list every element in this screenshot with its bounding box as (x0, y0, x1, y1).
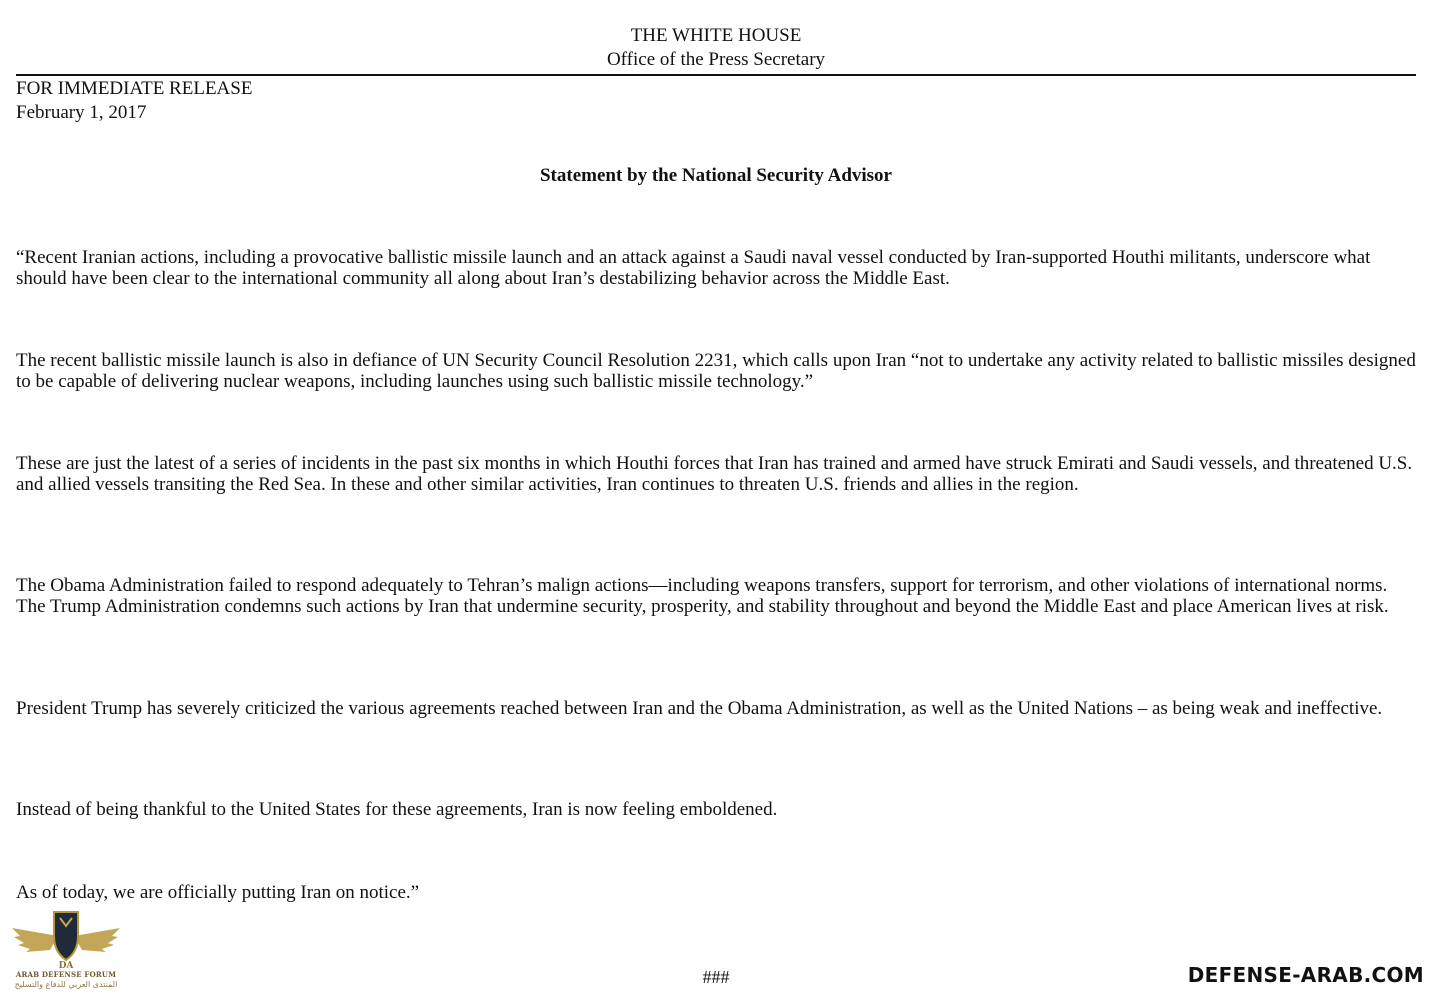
end-mark: ### (702, 967, 730, 987)
release-label: FOR IMMEDIATE RELEASE (16, 78, 253, 99)
paragraph-6: Instead of being thankful to the United States for these agreements, Iran is now feeling emboldened. (16, 799, 778, 820)
release-date: February 1, 2017 (16, 102, 147, 123)
header-divider (16, 74, 1416, 76)
letterhead (0, 24, 1432, 72)
logo-arabic: المنتدى العربي للدفاع والتسليح (14, 980, 118, 989)
logo-initials: DA (58, 961, 74, 971)
statement-title: Statement by the National Security Advisor (539, 165, 892, 186)
winged-shield-icon (10, 906, 122, 972)
paragraph-3: These are just the latest of a series of incidents in the past six months in which Houthi forces that Iran has trained and armed have struck Emirati and Saudi vessels, and threatened U.S. and allied vessels transiting the Red Sea. In these and other similar activities, Iran continues to threaten U.S. friends and allies in the region. (16, 453, 1413, 495)
paragraph-5: President Trump has severely criticized the various agreements reached between Iran and the Obama Administration, as well as the United Nations – as being weak and ineffective. (16, 698, 1383, 719)
release-info (16, 77, 252, 125)
letterhead-org: THE WHITE HOUSE (630, 25, 802, 46)
letterhead-office: Office of the Press Secretary (606, 49, 826, 70)
logo-name: ARAB DEFENSE FORUM (15, 970, 117, 979)
forum-logo (10, 906, 122, 992)
paragraph-7: As of today, we are officially putting Iran on notice.” (16, 882, 420, 903)
paragraph-2: The recent ballistic missile launch is also in defiance of UN Security Council Resolution 2231, which calls upon Iran “not to undertake any activity related to ballistic missiles designed to be capable of delivering nuclear weapons, including launches using such ballistic missile technology.” (16, 350, 1416, 392)
paragraph-1: “Recent Iranian actions, including a provocative ballistic missile launch and an attack against a Saudi naval vessel conducted by Iran-supported Houthi militants, underscore what should have been clear to the international community all along about Iran’s destabilizing behavior across the Middle East. (16, 247, 1371, 289)
paragraph-4: The Obama Administration failed to respond adequately to Tehran’s malign actions—including weapons transfers, support for terrorism, and other violations of international norms. The Trump Administration condemns such actions by Iran that undermine security, prosperity, and stability throughout and beyond the Middle East and place American lives at risk. (16, 575, 1389, 617)
watermark-site: DEFENSE-ARAB.COM (1187, 963, 1424, 987)
